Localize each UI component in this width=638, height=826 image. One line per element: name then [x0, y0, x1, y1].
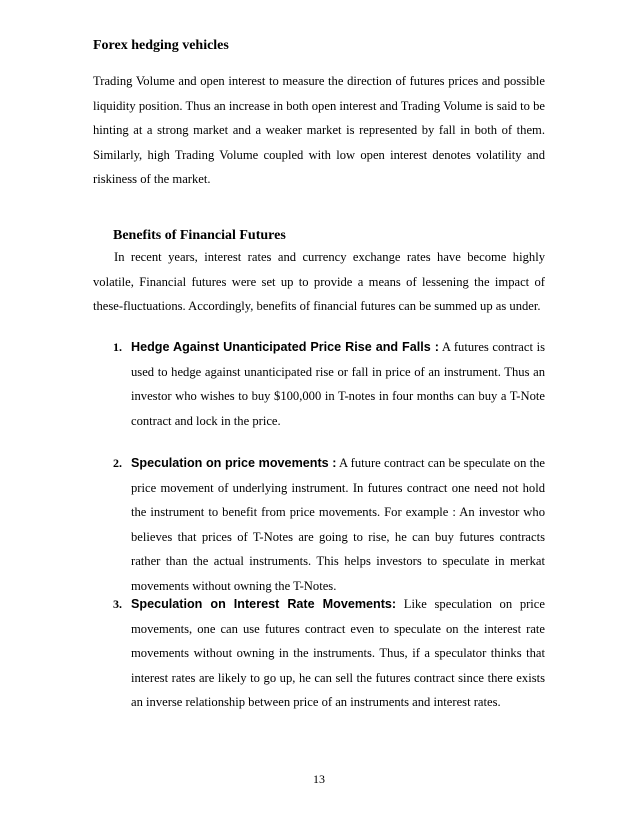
benefit-item-number: 2. [113, 456, 122, 470]
benefit-item-2 [113, 451, 545, 599]
benefit-item-text: A future contract can be speculate on the price movement of underlying instrument. In futures contract one need not hold the instrument to benefit from price movements. For example : An investor who believes that prices of T-Notes are going to rise, he can buy futures contracts rather than the actual instruments. This helps investors to speculate in merkat movements without owning the T-Notes. [131, 456, 546, 593]
benefit-item-3 [113, 592, 545, 715]
benefit-item-number: 3. [113, 597, 122, 611]
benefits-paragraph: In recent years, interest rates and currency exchange rates have become highly volatile, Financial futures were set up to provide a means of lessening the impact of these-fluctuations. Accordingly, benefits of financial futures can be summed up as under. [93, 250, 545, 314]
benefit-item-text: A futures contract is used to hedge against unanticipated rise or fall in price of an instrument. Thus an investor who wishes to buy $100,000 in T-notes in four months can buy a T-Note contract and lock in the price. [131, 340, 545, 428]
benefit-item-body [131, 451, 545, 599]
page-number: 13 [313, 772, 325, 786]
benefits-title: Benefits of Financial Futures [113, 228, 286, 243]
benefit-item-1 [113, 335, 545, 433]
benefit-item-lead: Hedge Against Unanticipated Price Rise and Falls : [131, 340, 439, 354]
intro-paragraph: Trading Volume and open interest to measure the direction of futures prices and possible liquidity position. Thus an increase in both open interest and Trading Volume is said to be hinting at a strong market and a weaker market is represented by fall in both of them. Similarly, high Trading Volume coupled with low open interest denotes volatility and riskiness of the market. [93, 74, 545, 187]
benefit-item-lead: Speculation on Interest Rate Movements: [131, 597, 397, 611]
benefit-item-lead: Speculation on price movements : [131, 456, 337, 470]
benefit-item-text: Like speculation on price movements, one can use futures contract even to speculate on the interest rate movements without owning in the instruments. Thus, if a speculator thinks that interest rates are likely to go up, he can sell the futures contract since there exists an inverse relationship between price of an instruments and interest rates. [131, 597, 545, 710]
benefit-item-body [131, 335, 545, 433]
benefit-item-body [131, 592, 545, 715]
section-title: Forex hedging vehicles [93, 38, 229, 53]
benefit-item-number: 1. [113, 340, 122, 354]
